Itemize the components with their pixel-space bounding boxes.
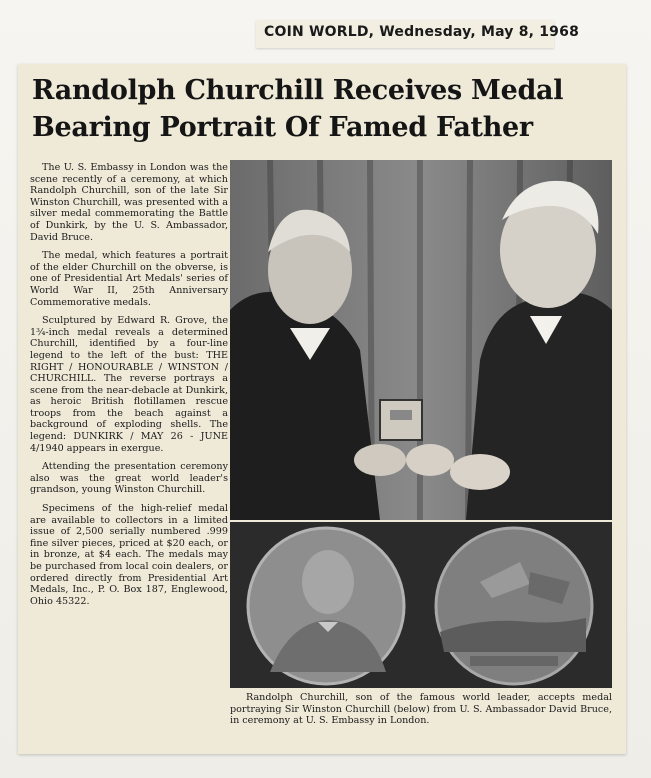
newspaper-dateline-strip (256, 20, 580, 48)
headline (32, 72, 592, 146)
photo-caption (230, 692, 612, 727)
dateline: COIN WORLD, Wednesday, May 8, 1968 (264, 24, 580, 40)
paragraph-1: The U. S. Embassy in London was the scene recently of a ceremony, at which Randolph Churchill, son of the late Sir Winston Churchill, was presented with a silver medal commemorating the Battle of Dunkirk, by the U. S. Ambassador, David Bruce. (30, 162, 228, 243)
paragraph-4: Attending the presentation ceremony also was the great world leader's grandson, young Winston Churchill. (30, 461, 228, 496)
caption-text: Randolph Churchill, son of the famous world leader, accepts medal portraying Sir Winston Churchill (below) from U. S. Ambassador David Bruce, in ceremony at U. S. Embassy in London. (230, 692, 612, 727)
ceremony-photo (230, 160, 612, 520)
paragraph-5: Specimens of the high-relief medal are available to collectors in a limited issue of 2,500 serially numbered .999 fine silver pieces, priced at $20 each, or in bronze, at $4 each. The medals may be purchased from local coin dealers, or ordered directly from Presidential Art Medals, Inc., P. O. Box 187, Englewood, Ohio 45322. (30, 503, 228, 607)
headline-line-1: Randolph Churchill Receives Medal (32, 75, 564, 106)
newspaper-clipping (18, 64, 626, 754)
paragraph-2: The medal, which features a portrait of the elder Churchill on the obverse, is one of Presidential Art Medals' series of World War II, 25th Anniversary Commemorative medals. (30, 250, 228, 308)
headline-line-2: Bearing Portrait Of Famed Father (32, 112, 533, 143)
medal-photo (230, 522, 612, 688)
article-body (30, 162, 228, 614)
paragraph-3: Sculptured by Edward R. Grove, the 1¾-inch medal reveals a determined Churchill, identified by a four-line legend to the left of the bust: THE RIGHT / HONOURABLE / WINSTON / CHURCHILL. The reverse portrays a scene from the near-debacle at Dunkirk, as heroic British flotillamen rescue troops from the beach against a background of exploding shells. The legend: DUNKIRK / MAY 26 - JUNE 4/1940 appears in exergue. (30, 315, 228, 454)
